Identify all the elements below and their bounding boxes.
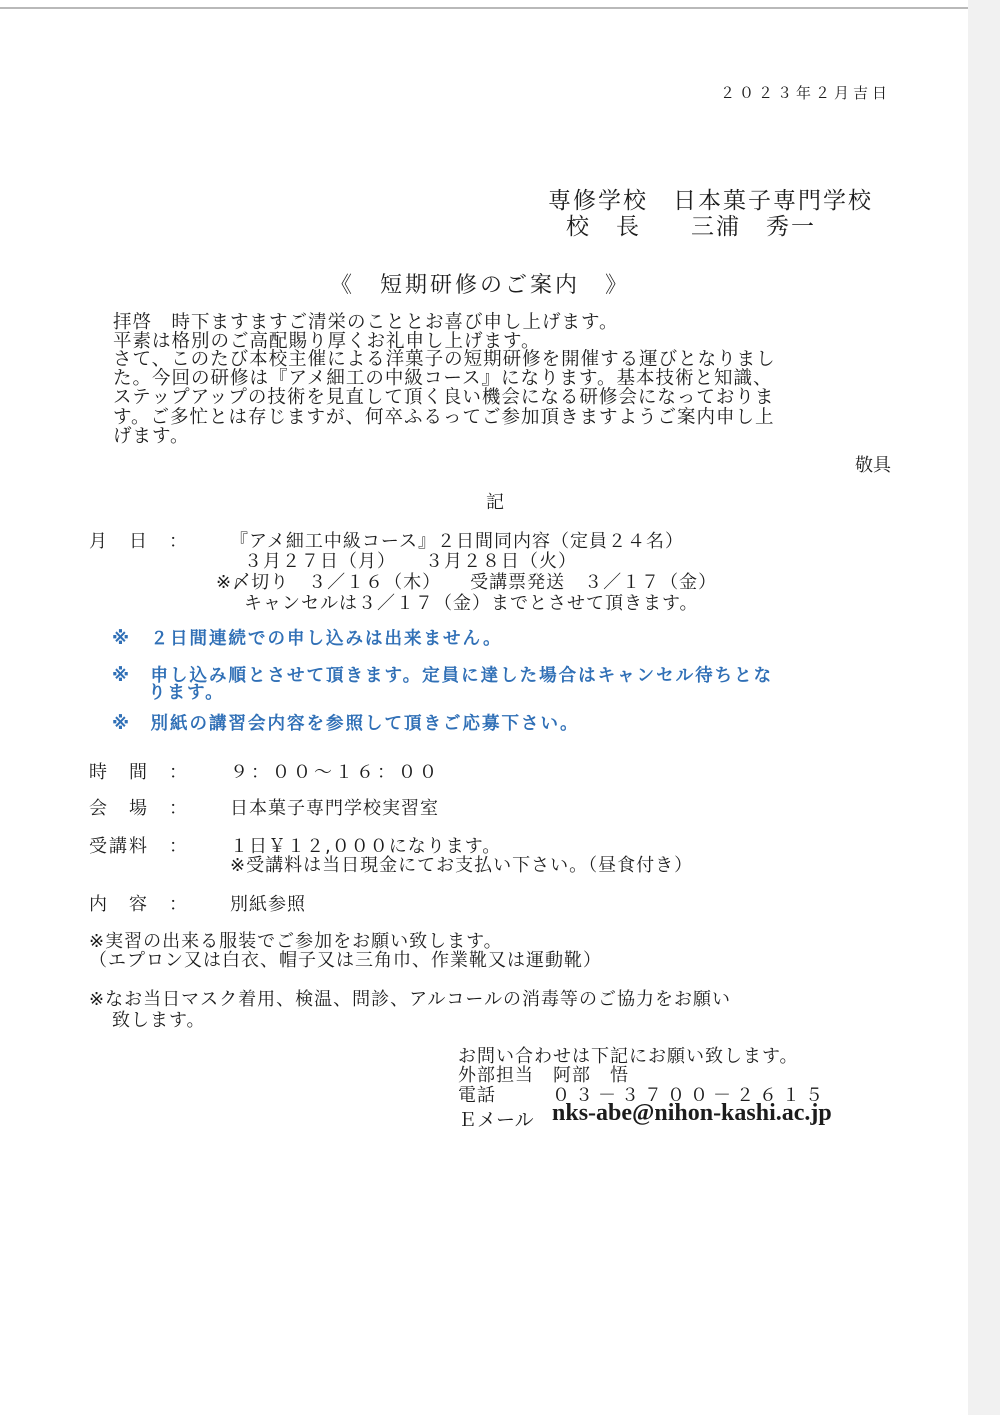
scan-right-margin <box>968 0 1000 1415</box>
content-label: 内 容 ： <box>89 894 189 915</box>
content-value: 別紙参照 <box>230 894 306 915</box>
contact-intro: お問い合わせは下記にお願い致します。 <box>458 1046 799 1067</box>
document-title: 《 短期研修のご案内 》 <box>330 273 631 298</box>
time-label: 時 間 ： <box>89 762 189 783</box>
contact-phone-label: 電話 <box>458 1085 496 1106</box>
scan-top-edge <box>0 7 1000 9</box>
issue-date: ２０２３年２月吉日 <box>720 84 892 102</box>
fee-label: 受講料 ： <box>89 836 189 857</box>
body-line: 拝啓 時下ますますご清栄のこととお喜び申し上げます。 <box>113 312 619 333</box>
schedule-deadline: ※〆切り ３／１６（木） 受講票発送 ３／１７（金） <box>216 572 718 593</box>
contact-email[interactable]: nks-abe@nihon-kashi.ac.jp <box>552 1100 832 1126</box>
contact-email-label: Ｅメール <box>458 1110 534 1131</box>
time-value: ９：００～１６：００ <box>230 762 440 783</box>
schedule-dates: ３月２７日（月） ３月２８日（火） <box>244 551 577 572</box>
body-line: す。ご多忙とは存じますが、何卒ふるってご参加頂きますようご案内申し上 <box>113 407 775 428</box>
notice-see-attachment: ※ 別紙の講習会内容を参照して頂きご応募下さい。 <box>112 714 580 734</box>
sender-principal: 校 長 三浦 秀一 <box>566 214 816 240</box>
fee-value: １日￥１２,０００になります。 <box>230 836 502 857</box>
contact-phone: ０３－３７００－２６１５ <box>552 1085 828 1106</box>
fee-note: ※受講料は当日現金にてお支払い下さい。（昼食付き） <box>230 855 694 876</box>
sender-school: 専修学校 日本菓子専門学校 <box>548 188 873 214</box>
attire-line: （エプロン又は白衣、帽子又は三角巾、作業靴又は運動靴） <box>89 950 602 971</box>
contact-person: 外部担当 阿部 悟 <box>458 1065 629 1086</box>
schedule-cancel: キャンセルは３／１７（金）までとさせて頂きます。 <box>244 593 699 614</box>
body-line: 平素は格別のご高配賜り厚くお礼申し上げます。 <box>113 331 541 352</box>
body-line: ステップアップの技術を見直して頂く良い機会になる研修会になっておりま <box>113 387 775 408</box>
notice-first-come-cont: ります。 <box>148 683 225 703</box>
venue-label: 会 場 ： <box>89 798 189 819</box>
ki-heading: 記 <box>486 492 504 513</box>
body-line: さて、このたび本校主催による洋菓子の短期研修を開催する運びとなりまし <box>113 349 776 370</box>
notice-no-consecutive: ※ ２日間連続での申し込みは出来ません。 <box>112 629 503 649</box>
schedule-course: 『アメ細工中級コース』２日間同内容（定員２４名） <box>230 531 685 552</box>
covid-line: 致します。 <box>112 1010 206 1031</box>
venue-value: 日本菓子専門学校実習室 <box>230 798 439 819</box>
closing-word: 敬具 <box>855 455 891 476</box>
notice-first-come: ※ 申し込み順とさせて頂きます。定員に達した場合はキャンセル待ちとな <box>112 666 774 686</box>
schedule-label: 月 日 ： <box>89 531 189 552</box>
covid-line: ※なお当日マスク着用、検温、問診、アルコールの消毒等のご協力をお願い <box>89 989 731 1010</box>
body-line: げます。 <box>113 426 190 447</box>
body-line: た。今回の研修は『アメ細工の中級コース』になります。基本技術と知識、 <box>113 368 773 389</box>
attire-line: ※実習の出来る服装でご参加をお願い致します。 <box>89 931 503 952</box>
